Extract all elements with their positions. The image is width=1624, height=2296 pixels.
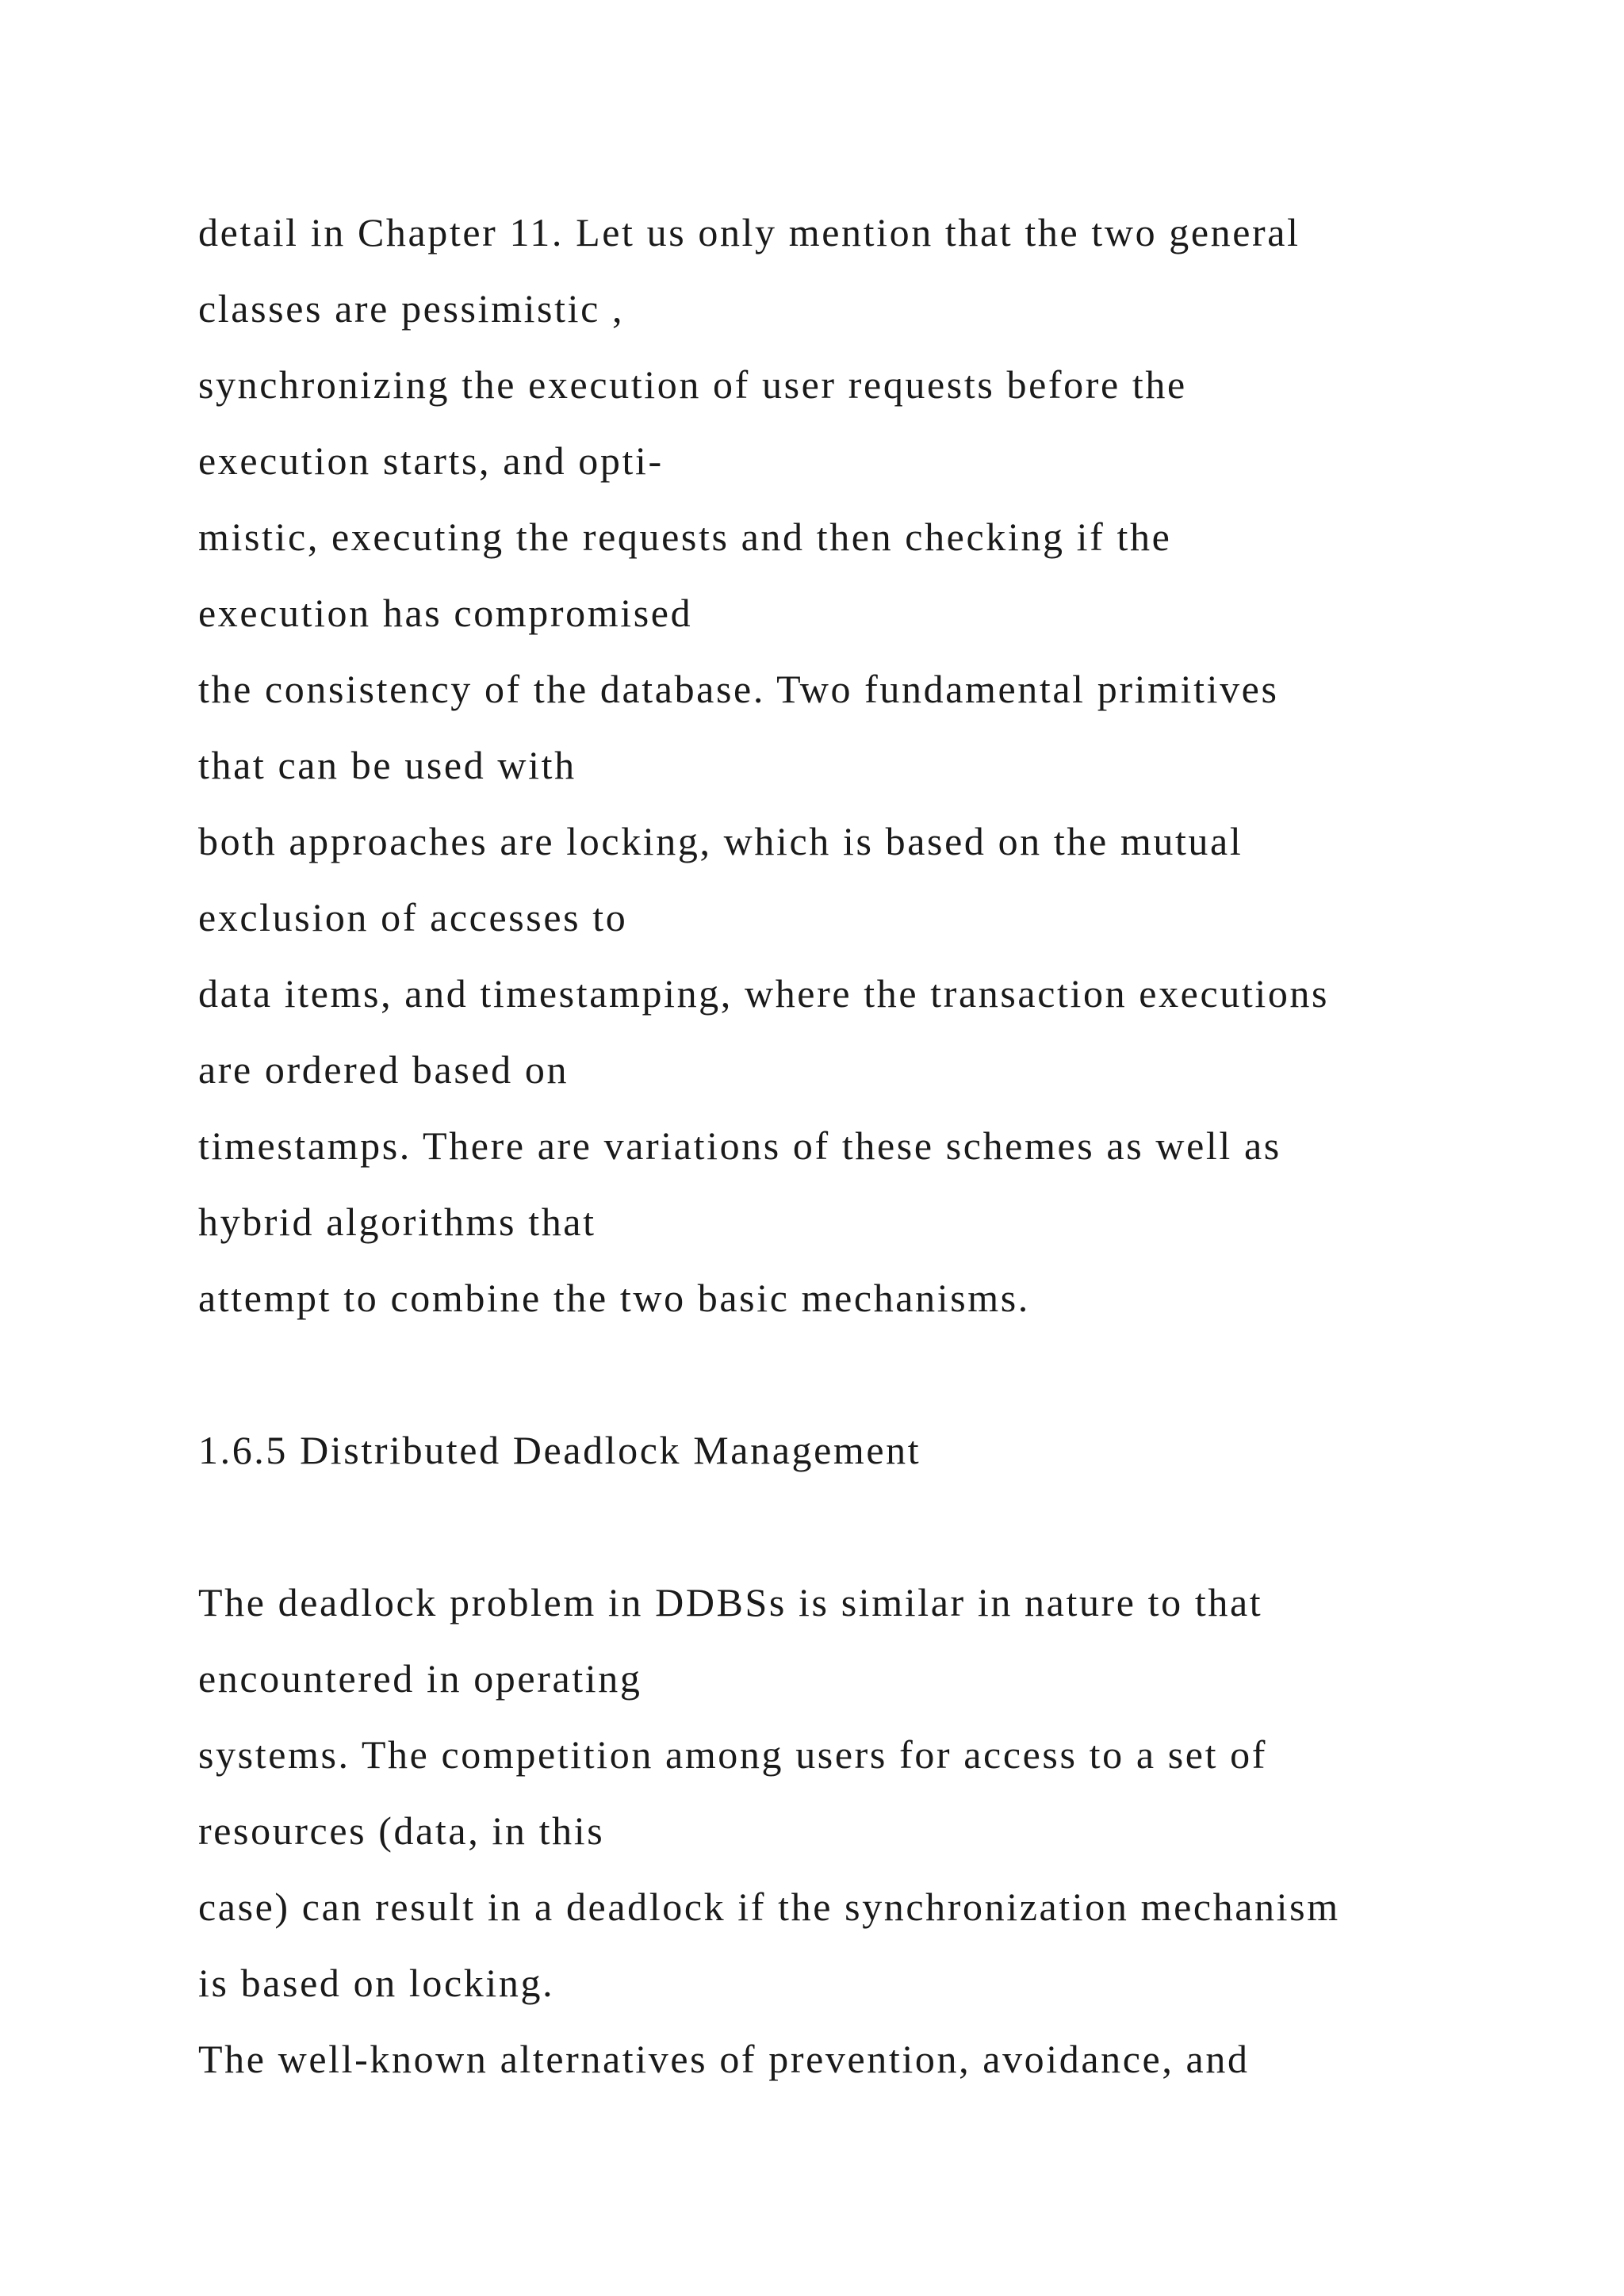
- text-line: exclusion of accesses to: [198, 895, 628, 939]
- text-line: data items, and timestamping, where the transaction executions: [198, 971, 1330, 1016]
- text-line: case) can result in a deadlock if the synchronization mechanism: [198, 1885, 1340, 1929]
- text-line: classes are pessimistic ,: [198, 286, 625, 331]
- document-body: [198, 194, 1546, 2097]
- text-line: are ordered based on: [198, 1047, 569, 1092]
- text-line: the consistency of the database. Two fundamental primitives: [198, 667, 1279, 711]
- text-line: both approaches are locking, which is based on the mutual: [198, 819, 1243, 863]
- text-line: encountered in operating: [198, 1656, 642, 1701]
- text-line: resources (data, in this: [198, 1808, 605, 1853]
- text-line: that can be used with: [198, 743, 576, 787]
- text-line: is based on locking.: [198, 1961, 555, 2005]
- text-line: hybrid algorithms that: [198, 1200, 596, 1244]
- paragraph-deadlock-management: [198, 1564, 1546, 2097]
- text-line: execution starts, and opti-: [198, 438, 664, 483]
- paragraph-spacer: [198, 1488, 1546, 1564]
- text-line: timestamps. There are variations of these schemes as well as: [198, 1123, 1281, 1168]
- text-line: execution has compromised: [198, 591, 693, 635]
- paragraph-spacer: [198, 1336, 1546, 1412]
- text-line: The deadlock problem in DDBSs is similar in nature to that: [198, 1580, 1263, 1624]
- text-line: The well-known alternatives of prevention, avoidance, and: [198, 2037, 1250, 2081]
- text-line: synchronizing the execution of user requests before the: [198, 362, 1187, 407]
- text-line: detail in Chapter 11. Let us only mention that the two general: [198, 210, 1300, 254]
- paragraph-concurrency-control: [198, 194, 1546, 1336]
- text-line: attempt to combine the two basic mechanisms.: [198, 1276, 1030, 1320]
- section-heading: 1.6.5 Distributed Deadlock Management: [198, 1428, 921, 1472]
- text-line: mistic, executing the requests and then checking if the: [198, 515, 1172, 559]
- text-line: systems. The competition among users for access to a set of: [198, 1732, 1268, 1777]
